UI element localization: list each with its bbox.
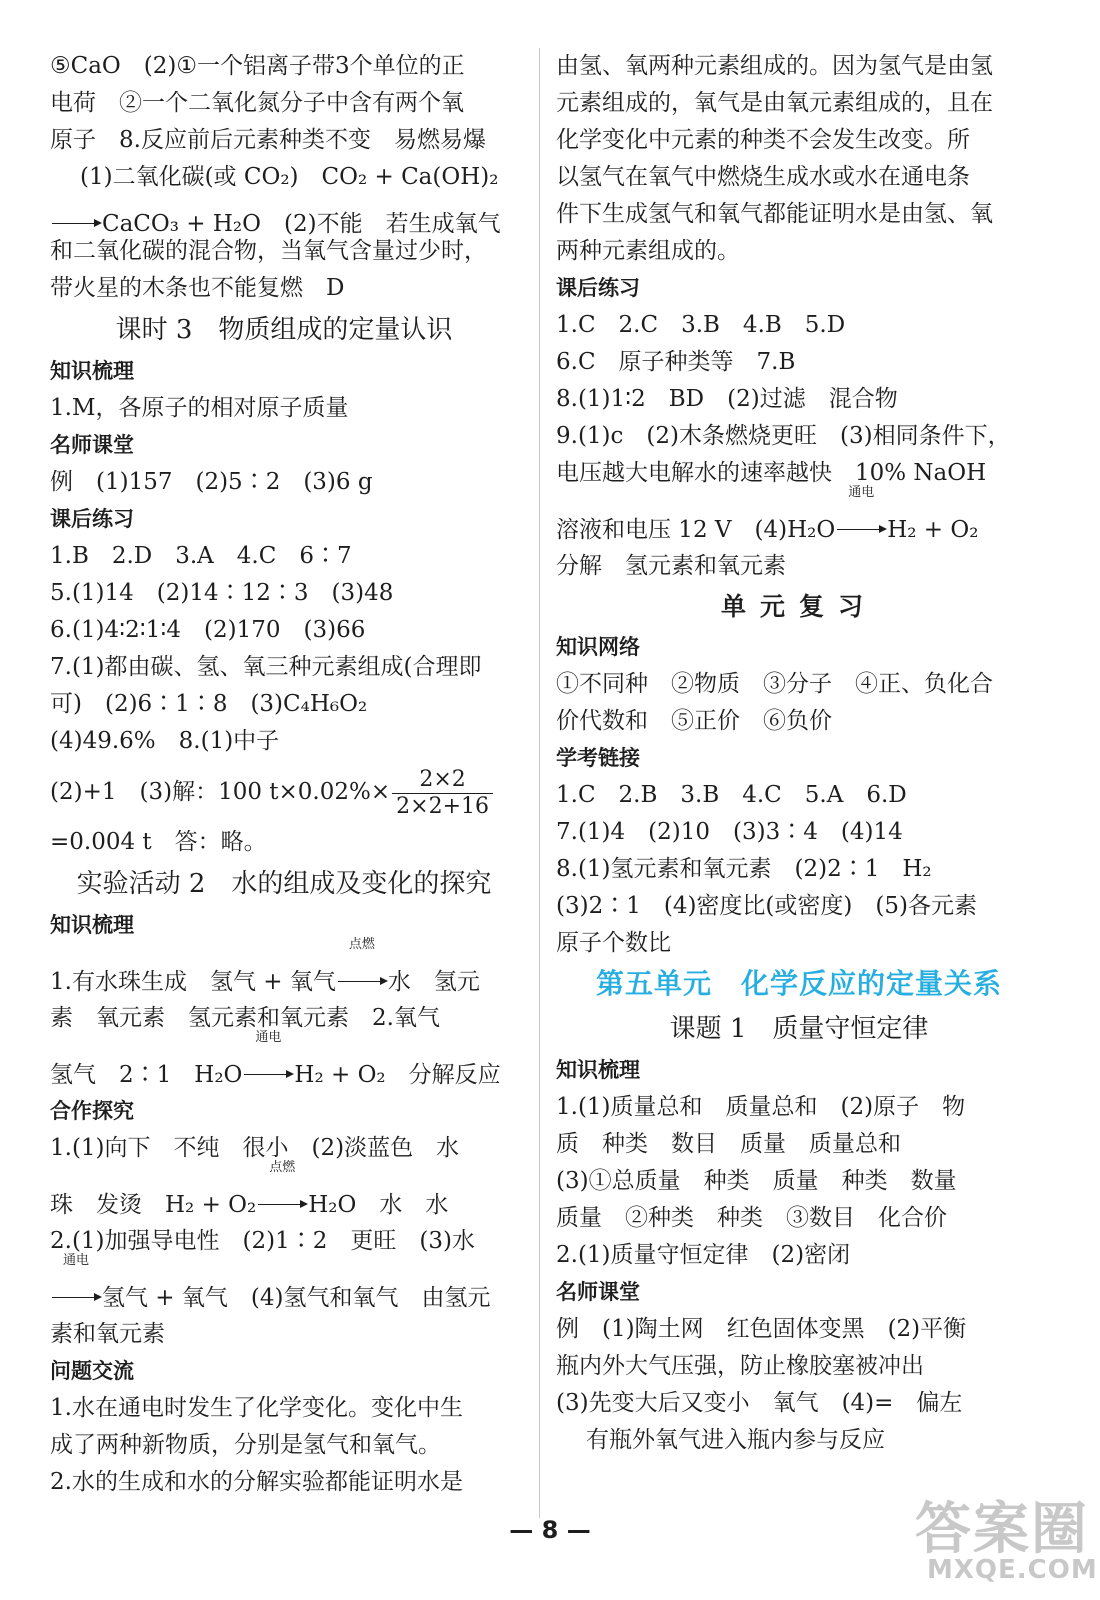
- text-line: 1.水在通电时发生了化学变化。变化中生: [50, 1395, 463, 1421]
- reaction-arrow: 通电: [244, 1037, 292, 1103]
- activity-title: 实验活动 2 水的组成及变化的探究: [76, 869, 492, 899]
- text-line: ⑤CaO (2)①一个铝离子带3个单位的正: [50, 53, 465, 79]
- text-line: 1.C 2.B 3.B 4.C 5.A 6.D: [556, 782, 907, 808]
- text-line: 成了两种新物质，分别是氢气和氧气。: [50, 1432, 441, 1458]
- text-line: 价代数和 ⑤正价 ⑥负价: [556, 708, 832, 734]
- right-column: [556, 48, 1042, 1459]
- text-line: 和二氧化碳的混合物，当氧气含量过少时，: [50, 238, 487, 264]
- section-heading: 知识梳理: [50, 913, 134, 937]
- text-line: =0.004 t 答：略。: [50, 829, 267, 855]
- text-line: 质 种类 数目 质量 质量总和: [556, 1131, 901, 1157]
- text-line: 瓶内外大气压强，防止橡胶塞被冲出: [556, 1353, 924, 1379]
- fraction-line: (2)+1 (3)解：100 t×0.02%× $\frac{2\times 2}{2\times 2+16}$: [50, 760, 518, 824]
- text-line: 可) (2)6∶1∶8 (3)C₄H₆O₂: [50, 691, 368, 717]
- equation-line: 1.有水珠生成 氢气 + 氧气 点燃 水 氢元: [50, 944, 518, 1000]
- text-line: 素和氧元素: [50, 1321, 165, 1347]
- text-line: 1.B 2.D 3.A 4.C 6∶7: [50, 543, 352, 569]
- text-line: 1.(1)向下 不纯 很小 (2)淡蓝色 水: [50, 1135, 460, 1161]
- text-line: 8.(1)氢元素和氧元素 (2)2∶1 H₂: [556, 856, 932, 882]
- equation-line: CaCO₃ + H₂O (2)不能 若生成氧气: [50, 196, 518, 233]
- reaction-arrow: 点燃: [338, 944, 386, 1010]
- text-line: 化学变化中元素的种类不会发生改变。所: [556, 127, 970, 153]
- fraction: $\frac{2\times 2}{2\times 2+16}$: [392, 767, 493, 820]
- equation-line: 通电 氢气 + 氧气 (4)氢气和氧气 由氢元: [50, 1260, 518, 1316]
- lesson-title: 课时 3 物质组成的定量认识: [115, 315, 453, 345]
- unit-review-title: 单元复习: [720, 592, 877, 621]
- text-line: (1)二氧化碳(或 CO₂) CO₂ + Ca(OH)₂: [80, 164, 499, 190]
- left-column: [50, 48, 518, 1501]
- text-line: 9.(1)c (2)木条燃烧更旺 (3)相同条件下，: [556, 423, 1011, 449]
- text-line: 有瓶外氧气进入瓶内参与反应: [586, 1427, 885, 1453]
- section-heading: 问题交流: [50, 1359, 134, 1383]
- text-line: (4)49.6% 8.(1)中子: [50, 728, 280, 754]
- page-number: — 8 —: [509, 1516, 591, 1544]
- equation-line: 溶液和电压 12 V (4)H₂O 通电 H₂ + O₂: [556, 492, 1042, 548]
- section-heading: 课后练习: [556, 276, 640, 300]
- reaction-arrow: 通电: [52, 1260, 100, 1326]
- equation-line: 氢气 2∶1 H₂O 通电 H₂ + O₂ 分解反应: [50, 1037, 518, 1093]
- text-line: ①不同种 ②物质 ③分子 ④正、负化合: [556, 671, 993, 697]
- text-line: 7.(1)都由碳、氢、氧三种元素组成(合理即: [50, 654, 482, 680]
- text-line: 6.C 原子种类等 7.B: [556, 349, 796, 375]
- text-line: 带火星的木条也不能复燃 D: [50, 275, 345, 301]
- unit-title: 第五单元 化学反应的定量关系: [595, 967, 1002, 1000]
- reaction-arrow: [52, 196, 100, 243]
- text-line: 1.M，各原子的相对原子质量: [50, 395, 349, 421]
- section-heading: 知识梳理: [556, 1058, 640, 1082]
- topic-title: 课题 1 质量守恒定律: [669, 1014, 929, 1044]
- text-line: 例 (1)陶土网 红色固体变黑 (2)平衡: [556, 1316, 967, 1342]
- watermark-url: MXQE.COM: [927, 1555, 1098, 1585]
- text-line: 件下生成氢气和氧气都能证明水是由氢、氧: [556, 201, 993, 227]
- section-heading: 合作探究: [50, 1099, 134, 1123]
- text-line: 2.水的生成和水的分解实验都能证明水是: [50, 1469, 463, 1495]
- equation-line: 珠 发烫 H₂ + O₂ 点燃 H₂O 水 水: [50, 1167, 518, 1223]
- text-line: (3)2∶1 (4)密度比(或密度) (5)各元素: [556, 893, 977, 919]
- text-line: 电荷 ②一个二氧化氮分子中含有两个氧: [50, 90, 464, 116]
- text-line: 元素组成的，氧气是由氧元素组成的，且在: [556, 90, 993, 116]
- section-heading: 知识网络: [556, 635, 640, 659]
- section-heading: 名师课堂: [556, 1280, 640, 1304]
- column-divider: [539, 48, 540, 1518]
- text-line: 素 氧元素 氢元素和氧元素 2.氧气: [50, 1005, 440, 1031]
- section-heading: 名师课堂: [50, 433, 134, 457]
- reaction-arrow: 通电: [837, 492, 885, 558]
- text-line: 2.(1)加强导电性 (2)1∶2 更旺 (3)水: [50, 1228, 475, 1254]
- text-line: 原子个数比: [556, 930, 671, 956]
- section-heading: 学考链接: [556, 746, 640, 770]
- text-line: (3)①总质量 种类 质量 种类 数量: [556, 1168, 957, 1194]
- watermark-logo: [895, 1485, 1098, 1595]
- text-line: 原子 8.反应前后元素种类不变 易燃易爆: [50, 127, 486, 153]
- watermark-text: 答案圈: [915, 1497, 1089, 1562]
- text-line: 6.(1)4∶2∶1∶4 (2)170 (3)66: [50, 617, 366, 643]
- text-line: 质量 ②种类 种类 ③数目 化合价: [556, 1205, 947, 1231]
- text-line: 分解 氢元素和氧元素: [556, 553, 786, 579]
- text-line: 两种元素组成的。: [556, 238, 740, 264]
- text-line: 2.(1)质量守恒定律 (2)密闭: [556, 1242, 851, 1268]
- text-line: (3)先变大后又变小 氧气 (4)= 偏左: [556, 1390, 963, 1416]
- text-line: 5.(1)14 (2)14∶12∶3 (3)48: [50, 580, 394, 606]
- text-line: 7.(1)4 (2)10 (3)3∶4 (4)14: [556, 819, 903, 845]
- section-heading: 知识梳理: [50, 359, 134, 383]
- text-line: 例 (1)157 (2)5∶2 (3)6 g: [50, 469, 373, 495]
- section-heading: 课后练习: [50, 507, 134, 531]
- text-line: 由氢、氧两种元素组成的。因为氢气是由氢: [556, 53, 993, 79]
- text-line: 8.(1)1∶2 BD (2)过滤 混合物: [556, 386, 898, 412]
- text-line: 1.C 2.C 3.B 4.B 5.D: [556, 312, 846, 338]
- text-line: 以氢气在氧气中燃烧生成水或水在通电条: [556, 164, 970, 190]
- text-line: 电压越大电解水的速率越快 10% NaOH: [556, 460, 987, 486]
- text-line: 1.(1)质量总和 质量总和 (2)原子 物: [556, 1094, 966, 1120]
- reaction-arrow: 点燃: [258, 1167, 306, 1233]
